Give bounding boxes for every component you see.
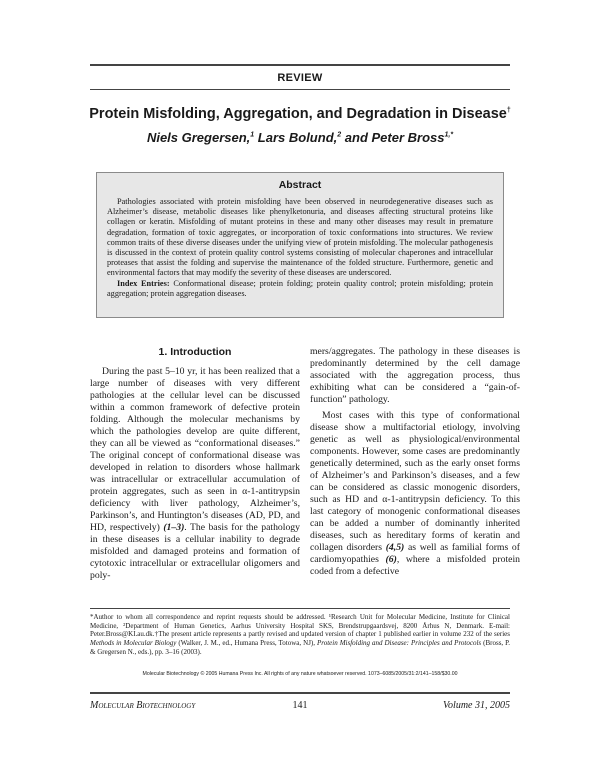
section-heading-introduction: 1. Introduction xyxy=(158,346,232,358)
title-text: Protein Misfolding, Aggregation, and Degradation in Disease xyxy=(89,106,507,122)
footer-rule xyxy=(90,692,510,694)
footnote-book-title: Protein Misfolding and Disease: Principles and Protocols xyxy=(316,639,482,648)
title-dagger: † xyxy=(506,107,511,115)
footnote-rule xyxy=(90,608,510,609)
abstract-box xyxy=(96,172,504,318)
footnote-series: Methods in Molecular Biology xyxy=(90,639,177,648)
author-affiliation-mark: 2 xyxy=(337,131,342,139)
reference-citation: (4,5) xyxy=(385,542,405,553)
author-name: Niels Gregersen, xyxy=(146,130,251,145)
right-column xyxy=(310,346,520,578)
footnote-text: *Author to whom all correspondence and reprint requests should be addressed. ¹Research Unit for Molecular Medicine, Institute for Clinical Medicine, ²Department of Human Genetics, Aarhus University Hospital SKS, Brendstrupgaardsvej, 8200 Århus N, Denmark. E-mail: Peter.Bross@KI.au.dk.†The present article represents a partly revised and updated version of chapter 1 published earlier in volume 232 of the series xyxy=(90,613,510,639)
paragraph-text: Most cases with this type of conformational disease show a multifactorial etiology, involving genetic as well as physiological/environmental components. However, some cases are predominantly genetically determined, such as the early onset forms of Alzheimer’s and Parkinson’s diseases, and a few can be considered as classic monogenic disorders, such as HD and α-1-antitrypsin deficiency. To this last category of monogenic conformational diseases can be added a number of dominantly inherited diseases, such as hereditary forms of keratin and collagen disorders xyxy=(310,410,520,553)
paragraph-continuation: mers/aggregates. The pathology in these diseases is predominantly determined by the cell damage associated with the aggregation process, thus exhibiting what can be considered a “gain-of-function” pathology. xyxy=(310,346,520,405)
top-rule xyxy=(90,64,510,66)
author-affiliation-mark: 1,* xyxy=(444,131,454,139)
abstract-text: Pathologies associated with protein misfolding have been observed in neurodegenerative diseases such as Alzheimer’s disease, metabolic diseases like phenylketonuria, and diseases affecting structural proteins like collagen or keratin. Misfolding of mutant proteins in these and many other diseases may result in premature degradation, formation of toxic aggregates, or incorporation of toxic conformations into structures. We review common traits of these diverse diseases under the unifying view of protein misfolding. The molecular pathogenesis is discussed in the context of protein quality control systems consisting of molecular chaperones and intracellular proteases that assist the folding and supervise the maintenance of the folded structure. Furthermore, genetic and environmental factors that may modify the severity of these diseases are underscored. xyxy=(107,197,493,278)
article-type-label: REVIEW xyxy=(277,72,323,84)
paragraph-text: as well as familial forms of cardiomyopathies xyxy=(310,542,520,565)
author-list xyxy=(60,130,540,145)
footnote-text: (Walker, J. M., ed., Humana Press, Totowa, NJ), xyxy=(176,639,317,648)
index-entries xyxy=(107,279,493,299)
author-affiliation-mark: 1 xyxy=(250,131,255,139)
index-entries-label: Index Entries: xyxy=(117,278,170,288)
review-underline xyxy=(90,89,510,90)
left-column xyxy=(90,346,300,582)
volume-year: Volume 31, 2005 xyxy=(443,700,510,711)
abstract-heading: Abstract xyxy=(278,179,322,191)
paragraph-text: . The basis for the pathology in these diseases is a cellular inability to degrade misfolded and damaged proteins and formation of cytotoxic intracellular or extracellular oligomers and poly- xyxy=(90,522,300,581)
footnote-text: (Bross, P. & Gregersen N., eds.), pp. 3–16 (2003). xyxy=(90,639,511,656)
paragraph-text: During the past 5–10 yr, it has been realized that a large number of diseases with very different pathologies at the cellular level can be discussed within a common framework of defective protein folding. Although the molecular mechanisms by which the pathologies develop are quite different, they can all be viewed as “conformational diseases.” The original concept of conformational disease was developed in relation to disorders whose hallmark was intracellular or extracellular accumulation of protein aggregates, such as seen in α-1-antitrypsin deficiency with liver pathology, Alzheimer’s, Parkinson’s, and Huntington’s diseases (AD, PD, and HD, respectively) xyxy=(90,366,300,533)
intro-paragraph xyxy=(90,366,300,582)
author-name: Lars Bolund, xyxy=(257,130,338,145)
reference-citation: (6) xyxy=(385,554,397,565)
page-number: 141 xyxy=(292,700,308,711)
reference-citation: (1–3) xyxy=(163,522,185,533)
footnote xyxy=(90,613,510,657)
copyright-line: Molecular Biotechnology © 2005 Humana Press Inc. All rights of any nature whatsoever reserved. 1073–6085/2005/31:2/141–158/$30.00 xyxy=(142,671,458,677)
paragraph-text: , where a misfolded protein coded from a defective xyxy=(310,554,521,577)
index-entries-text: Conformational disease; protein folding; protein quality control; protein misfolding; protein aggregation; protein aggregation diseases. xyxy=(107,278,494,298)
article-title xyxy=(60,106,540,122)
paragraph xyxy=(310,410,520,578)
journal-name: Molecular Biotechnology xyxy=(90,700,196,711)
author-name: and Peter Bross xyxy=(344,130,445,145)
